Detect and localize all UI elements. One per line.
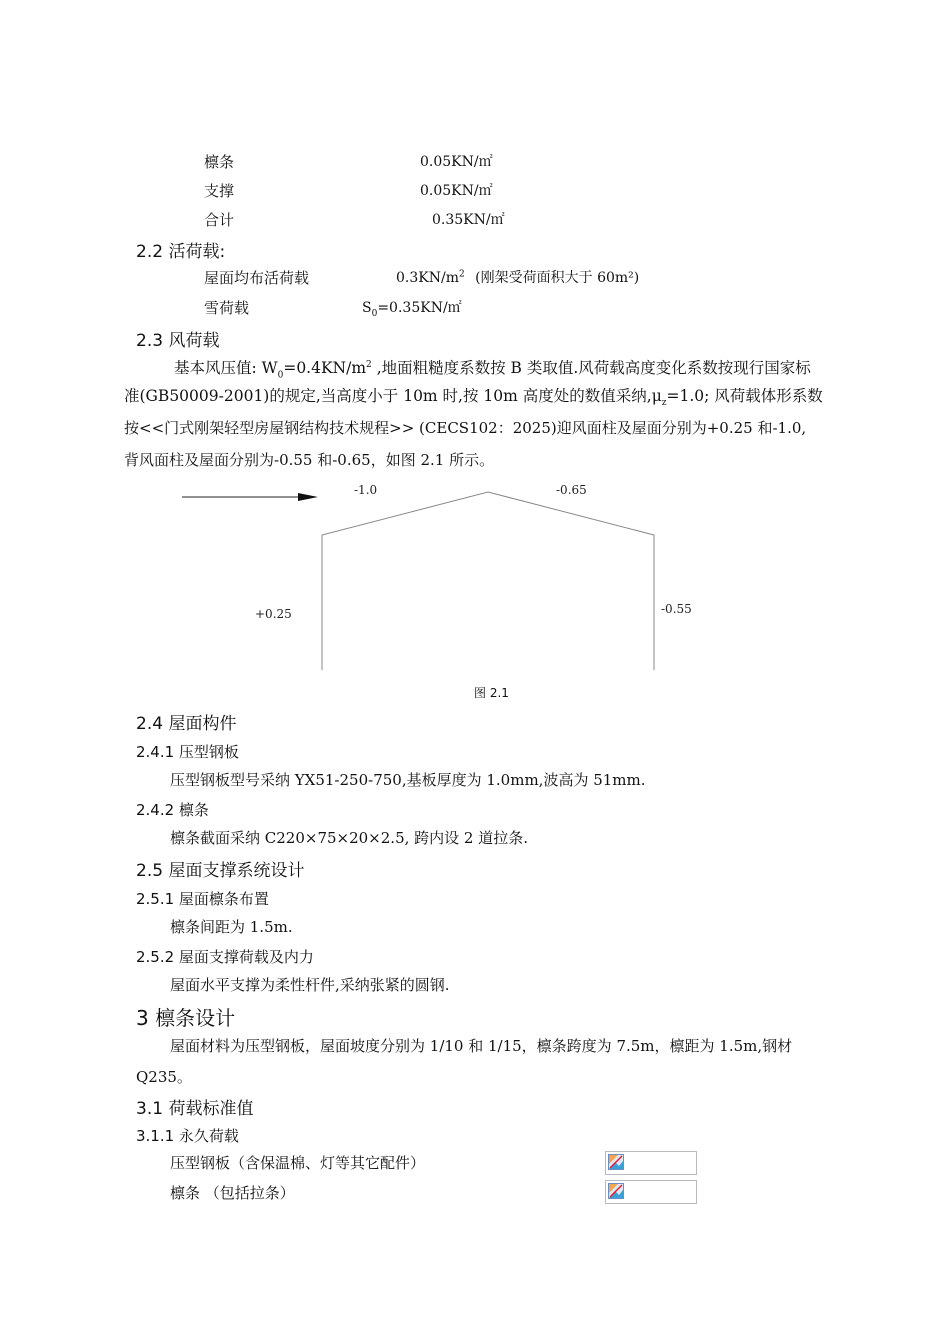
- broken-image-icon: [608, 1183, 624, 1199]
- wind-paragraph-line-3: 按<<门式刚架轻型房屋钢结构技术规程>> (CECS102：2025)迎风面柱及屋面分别为+0.25 和-1.0,: [124, 419, 807, 437]
- figure-caption: 图 2.1: [474, 686, 509, 700]
- snow-load-label: 雪荷载: [204, 299, 250, 317]
- section-2-4-2-text: 檩条截面采纳 C220×75×20×2.5, 跨内设 2 道拉条.: [170, 829, 528, 847]
- wind-paragraph-line-1: 基本风压值: $W_0=0.4KN/m^2$ ,地面粗糙度系数按 B 类取值.风荷载高度变化系数按现行国家标: [174, 359, 811, 381]
- load-value-total: 0.35KN/㎡: [432, 212, 505, 228]
- load-value-bracing: 0.05KN/㎡: [420, 183, 493, 199]
- section-2-3-heading: 2.3 风荷载: [136, 331, 220, 351]
- section-2-2-heading: 2.2 活荷载:: [136, 242, 226, 262]
- chapter-3-paragraph-line-1: 屋面材料为压型钢板，屋面坡度分别为 1/10 和 1/15，檩条跨度为 7.5m，檩距为 1.5m,钢材: [170, 1037, 793, 1055]
- load-name-purlin: 檩条: [204, 153, 235, 171]
- portal-frame-wind-diagram: [0, 470, 950, 680]
- portal-frame-outline: [322, 492, 654, 670]
- snow-load-value: $S_0=0.35KN/㎡$: [362, 300, 462, 319]
- permanent-load-item-1: 压型钢板（含保温棉、灯等其它配件）: [170, 1154, 426, 1172]
- section-2-5-2-text: 屋面水平支撑为柔性杆件,采纳张紧的圆钢.: [170, 976, 450, 994]
- left-column-coefficient: +0.25: [255, 607, 292, 621]
- section-2-4-1-text: 压型钢板型号采纳 YX51-250-750,基板厚度为 1.0mm,波高为 51mm.: [170, 771, 646, 789]
- section-2-5-1-heading: 2.5.1 屋面檩条布置: [136, 890, 269, 908]
- formula-image-placeholder-1: [605, 1151, 697, 1175]
- load-name-bracing: 支撑: [204, 182, 235, 200]
- broken-image-icon: [608, 1154, 624, 1170]
- section-2-5-1-text: 檩条间距为 1.5m.: [170, 918, 293, 936]
- permanent-load-item-2: 檩条 （包括拉条）: [170, 1184, 295, 1202]
- section-2-4-2-heading: 2.4.2 檩条: [136, 801, 209, 819]
- section-3-1-1-heading: 3.1.1 永久荷载: [136, 1127, 239, 1145]
- chapter-3-heading: 3 檩条设计: [136, 1006, 236, 1030]
- formula-image-placeholder-2: [605, 1180, 697, 1204]
- section-2-5-heading: 2.5 屋面支撑系统设计: [136, 861, 305, 881]
- right-roof-coefficient: -0.65: [556, 483, 587, 497]
- section-3-1-heading: 3.1 荷载标准值: [136, 1099, 254, 1119]
- right-column-coefficient: -0.55: [661, 602, 692, 616]
- wind-arrow-head: [298, 493, 318, 501]
- section-2-5-2-heading: 2.5.2 屋面支撑荷载及内力: [136, 948, 314, 966]
- section-2-4-heading: 2.4 屋面构件: [136, 714, 237, 734]
- load-value-purlin: 0.05KN/㎡: [420, 154, 493, 170]
- section-2-4-1-heading: 2.4.1 压型钢板: [136, 743, 239, 761]
- load-name-total: 合计: [204, 211, 235, 229]
- wind-paragraph-line-4: 背风面柱及屋面分别为-0.55 和-0.65，如图 2.1 所示。: [124, 451, 495, 469]
- roof-live-load-label: 屋面均布活荷载: [204, 269, 310, 287]
- left-roof-coefficient: -1.0: [354, 483, 378, 497]
- roof-live-load-value: $0.3KN/m^2$ (刚架受荷面积大于 60m²): [396, 269, 640, 286]
- wind-paragraph-line-2: 准(GB50009-2001)的规定,当高度小于 10m 时,按 10m 高度处的数值采纳$,\mu_z=1.0$; 风荷载体形系数: [124, 387, 823, 409]
- chapter-3-paragraph-line-2: Q235。: [136, 1068, 192, 1086]
